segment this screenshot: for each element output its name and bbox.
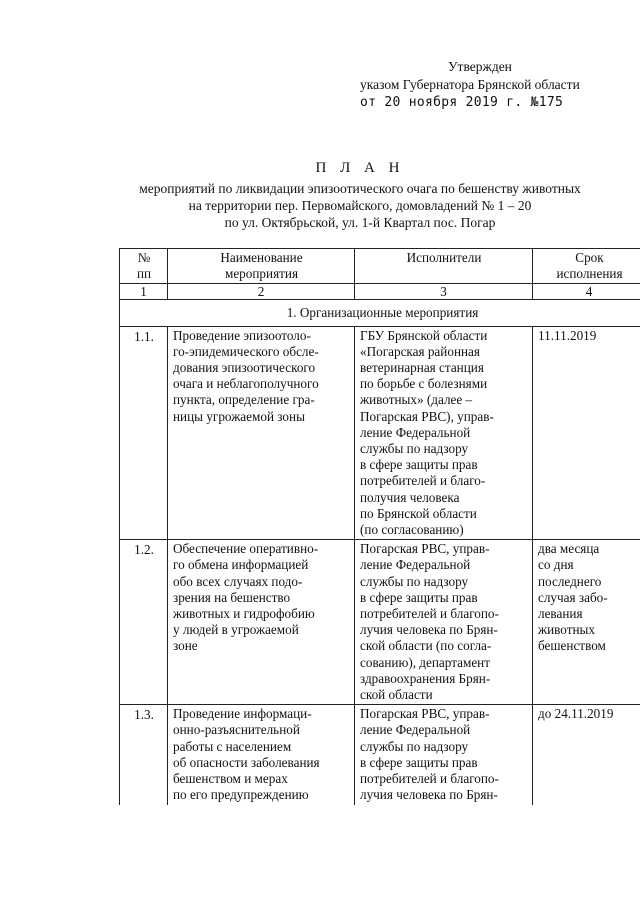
table-row [120,705,640,805]
executors [355,326,533,540]
row-number: 1.2. [120,540,168,705]
deadline-line: до 24.11.2019 [538,706,614,722]
executors-line: ской области [360,687,433,703]
executors-line: «Погарская районная [360,343,480,359]
executors [355,705,533,805]
measure-name-line: ницы угрожаемой зоны [173,408,305,424]
measure-name-line: работы с населением [173,738,292,754]
executors-line: животных» (далее – [360,392,473,408]
executors-line: ветеринарная станция [360,360,484,376]
deadline-line: животных [538,622,595,638]
approval-title: Утвержден [448,59,512,74]
executors-line: службы по надзору [360,573,469,589]
deadline-line: два месяца [538,541,600,557]
measure-name-line: пункта, определение гра- [173,392,315,408]
table-row [120,326,640,540]
measure-name-line: онно-разъяснительной [173,722,300,738]
subtitle-line: по ул. Октябрьской, ул. 1-й Квартал пос. Погар [224,215,496,230]
row-number: 1.3. [120,705,168,805]
measure-name-line: Проведение эпизоотоло- [173,327,311,343]
executors-line: в сфере защиты прав [360,754,478,770]
executors-line: Погарская РВС, управ- [360,706,490,722]
header-name: Наименование мероприятия [168,249,355,284]
measure-name-line: дования эпизоотического [173,360,316,376]
measure-name-line: бешенством и мерах [173,771,288,787]
measure-name-line: животных и гидрофобию [173,606,315,622]
column-number: 4 [533,284,640,300]
executors-line: ление Федеральной [360,424,471,440]
measure-name-line: го обмена информацией [173,557,309,573]
executors-line: потребителей и благопо- [360,771,499,787]
document-title: П Л А Н [315,160,405,176]
executors-line: Погарская РВС), управ- [360,408,494,424]
executors-line: ление Федеральной [360,557,471,573]
measure-name-line: зрения на бешенство [173,589,291,605]
measure-name [168,540,355,705]
executors-line: в сфере защиты прав [360,589,478,605]
deadline-line: последнего [538,573,602,589]
executors-line: службы по надзору [360,441,469,457]
executors-line: лучия человека по Брян- [360,787,498,803]
executors-line: лучия человека по Брян- [360,622,498,638]
measure-name-line: об опасности заболевания [173,754,320,770]
column-number: 3 [355,284,533,300]
header-deadline: Срок исполнения [533,249,640,284]
section-row [120,300,640,326]
measure-name [168,326,355,540]
deadline [533,326,640,540]
executors-line: в сфере защиты прав [360,457,478,473]
plan-table [119,248,640,805]
executors-line: ГБУ Брянской области [360,327,488,343]
executors-line: здравоохранения Брян- [360,670,491,686]
executors-line: по Брянской области [360,505,477,521]
table-row [120,540,640,705]
deadline-line: левания [538,606,583,622]
deadline-line: 11.11.2019 [538,327,597,343]
column-number: 1 [120,284,168,300]
approval-date: от 20 ноября 2019 г. №175 [360,95,564,110]
subtitle-line: мероприятий по ликвидации эпизоотического очага по бешенству животных [139,181,581,196]
executors [355,540,533,705]
executors-line: службы по надзору [360,738,469,754]
column-number: 2 [168,284,355,300]
approval-block [360,58,610,112]
executors-line: по борьбе с болезнями [360,376,488,392]
approval-decree: указом Губернатора Брянской области [360,77,580,92]
table-header-row [120,249,640,284]
measure-name-line: у людей в угрожаемой [173,622,299,638]
executors-line: Погарская РВС, управ- [360,541,490,557]
deadline-line: со дня [538,557,574,573]
executors-line: ление Федеральной [360,722,471,738]
executors-line: (по согласованию) [360,522,464,538]
header-executors: Исполнители [355,249,533,284]
deadline-line: случая забо- [538,589,608,605]
row-number: 1.1. [120,326,168,540]
measure-name-line: Проведение информаци- [173,706,312,722]
subtitle-line: на территории пер. Первомайского, домовладений № 1 – 20 [188,198,532,213]
executors-line: потребителей и благо- [360,473,486,489]
section-title: 1. Организационные мероприятия [120,300,640,326]
measure-name-line: Обеспечение оперативно- [173,541,319,557]
executors-line: ской области (по согла- [360,638,492,654]
measure-name [168,705,355,805]
measure-name-line: зоне [173,638,198,654]
column-number-row [120,284,640,300]
measure-name-line: по его предупреждению [173,787,309,803]
deadline-line: бешенством [538,638,606,654]
document-subtitle [105,180,615,231]
executors-line: получия человека [360,489,460,505]
header-number: № пп [120,249,168,284]
executors-line: потребителей и благопо- [360,606,499,622]
measure-name-line: го-эпидемического обсле- [173,343,319,359]
measure-name-line: очага и неблагополучного [173,376,319,392]
deadline [533,705,640,805]
executors-line: сованию), департамент [360,654,490,670]
measure-name-line: обо всех случаях подо- [173,573,303,589]
deadline [533,540,640,705]
